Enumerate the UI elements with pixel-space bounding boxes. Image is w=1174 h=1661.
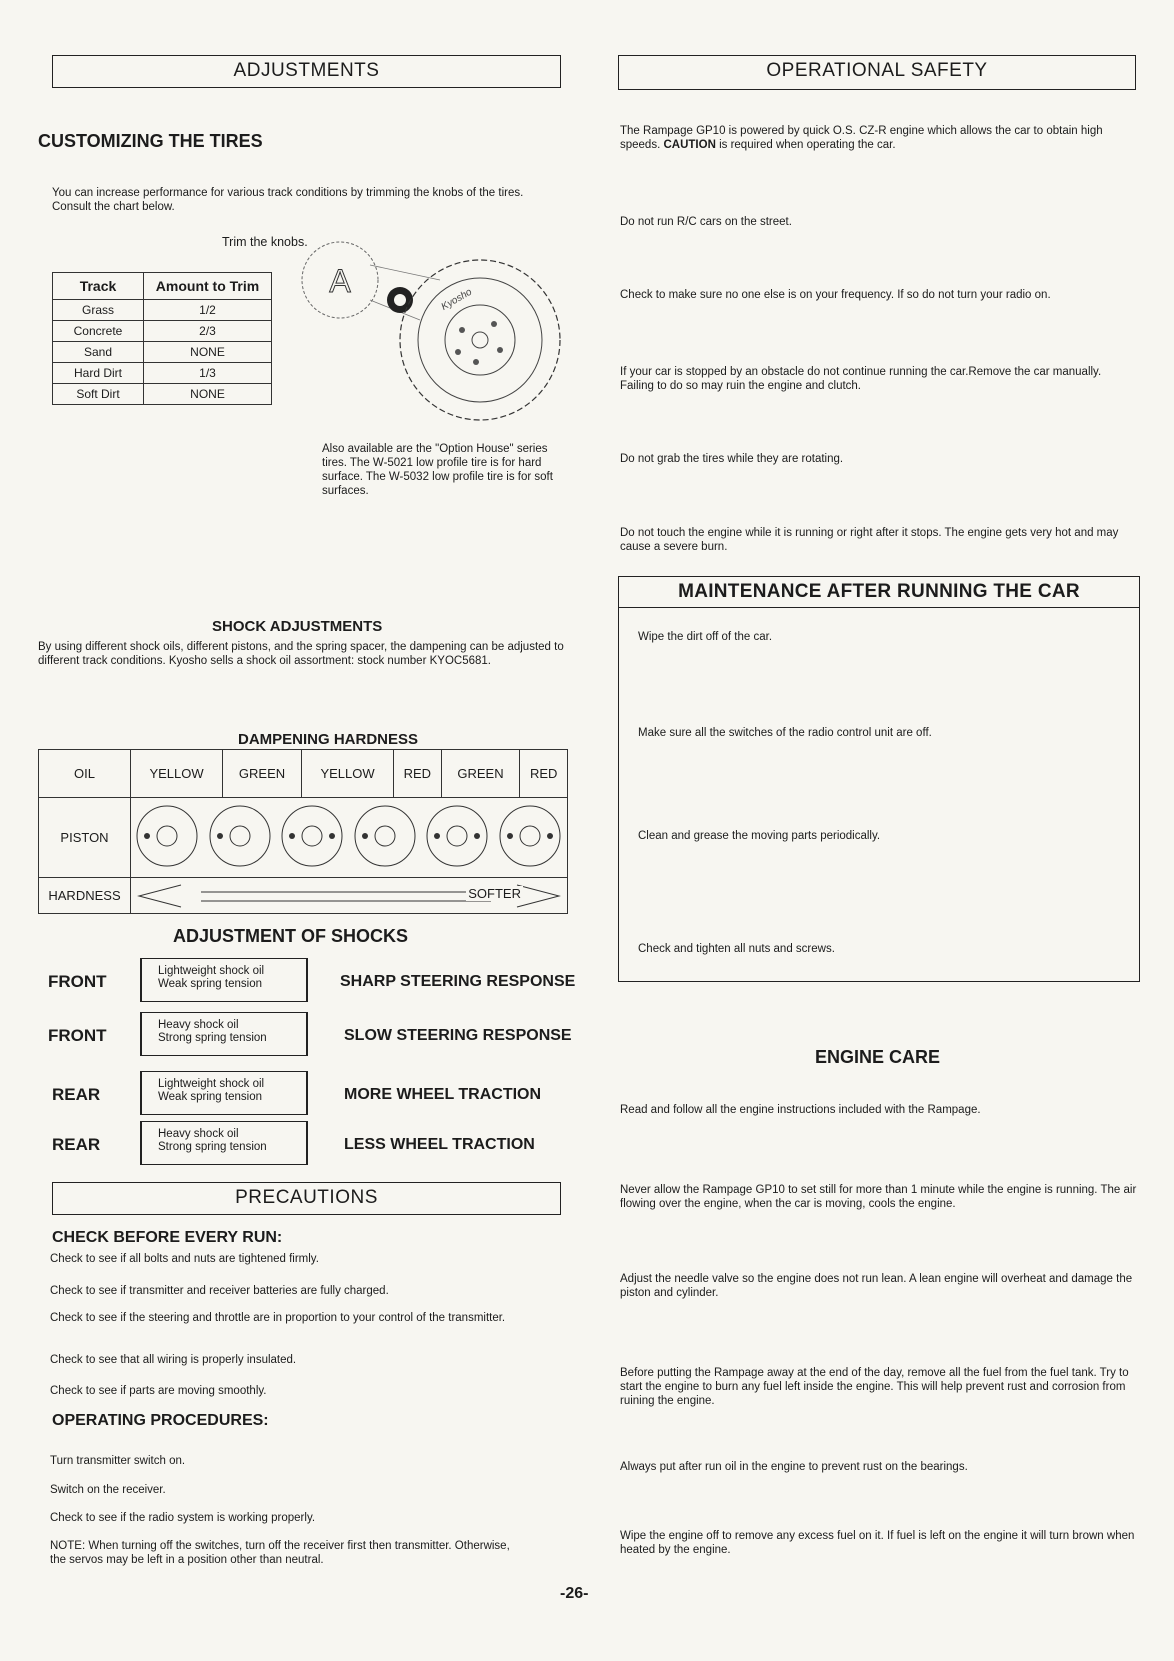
table-row — [53, 363, 272, 384]
check-item: Check to see if transmitter and receiver batteries are fully charged. — [50, 1285, 389, 1297]
adjust-result: SLOW STEERING RESPONSE — [344, 1027, 572, 1044]
adjustment-of-shocks-title: ADJUSTMENT OF SHOCKS — [173, 926, 409, 946]
engine-item: Wipe the engine off to remove any excess fuel on it. If fuel is left on the engine it will turn brown when heated by the engine. — [620, 1530, 1135, 1556]
option-house-note: Also available are the "Option House" series tires. The W-5021 low profile tire is for hard surface. The W-5032 low profile tire is for soft surfaces. — [322, 443, 553, 497]
maintenance-item: Check and tighten all nuts and screws. — [638, 943, 835, 955]
tire-illustration — [300, 240, 580, 430]
check-item: Check to see if all bolts and nuts are tightened firmly. — [50, 1253, 319, 1265]
table-row-hardness — [39, 878, 568, 914]
customizing-tires-title: CUSTOMIZING THE TIRES — [38, 131, 263, 151]
shock-adjustments-text: By using different shock oils, different pistons, and the spring spacer, the dampening can be adjusted to different track conditions. Kyosho sells a shock oil assortment: stock number KYOC5681. — [38, 641, 564, 667]
table-cell: Grass — [53, 300, 144, 321]
maintenance-item: Clean and grease the moving parts periodically. — [638, 830, 881, 842]
table-cell: 1/3 — [144, 363, 272, 384]
trim-label: Trim the knobs. — [222, 235, 308, 249]
adjust-bracket — [140, 1012, 308, 1056]
engine-item: Read and follow all the engine instructions included with the Rampage. — [620, 1104, 981, 1116]
oil-cell: GREEN — [223, 750, 302, 798]
piston-4 — [355, 806, 415, 866]
adjust-position: REAR — [52, 1135, 101, 1154]
page-number: -26- — [560, 1585, 589, 1602]
engine-item: Adjust the needle valve so the engine does not run lean. A lean engine will overheat and damage the piston and cylinder. — [620, 1273, 1133, 1299]
adjust-line1: Heavy shock oil — [158, 1128, 239, 1140]
oil-cell: RED — [394, 750, 442, 798]
operating-procedures-title: OPERATING PROCEDURES: — [52, 1412, 269, 1429]
table-row — [53, 384, 272, 405]
engine-item: Before putting the Rampage away at the end of the day, remove all the fuel from the fuel tank. Try to start the engine to burn any fuel left inside the engine. This will help prevent rust and corrosion from ruining the engine. — [620, 1367, 1129, 1407]
engine-item: Always put after run oil in the engine to prevent rust on the bearings. — [620, 1461, 968, 1473]
pistons-row — [131, 798, 567, 874]
piston-5 — [427, 806, 487, 866]
trim-table — [52, 272, 272, 405]
piston-2 — [210, 806, 270, 866]
op-item: Turn transmitter switch on. — [50, 1455, 186, 1467]
check-item: Check to see that all wiring is properly insulated. — [50, 1354, 297, 1366]
adjust-bracket — [140, 1121, 308, 1165]
op-item: Switch on the receiver. — [50, 1484, 166, 1496]
safety-item: Check to make sure no one else is on your frequency. If so do not turn your radio on. — [620, 289, 1051, 301]
table-cell: NONE — [144, 342, 272, 363]
piston-label: PISTON — [39, 798, 131, 878]
table-cell: 1/2 — [144, 300, 272, 321]
safety-item: Do not touch the engine while it is running or right after it stops. The engine gets very hot and may cause a severe burn. — [620, 527, 1119, 553]
table-cell: Concrete — [53, 321, 144, 342]
check-item: Check to see if parts are moving smoothly. — [50, 1385, 267, 1397]
table-cell: Soft Dirt — [53, 384, 144, 405]
table-cell: 2/3 — [144, 321, 272, 342]
table-cell: NONE — [144, 384, 272, 405]
adjust-result: MORE WHEEL TRACTION — [344, 1086, 542, 1103]
trim-table-header-amount: Amount to Trim — [144, 273, 272, 300]
table-row — [53, 300, 272, 321]
shock-adjustments-title: SHOCK ADJUSTMENTS — [212, 618, 383, 635]
adjust-row-1 — [48, 958, 588, 1004]
table-row-oil — [39, 750, 568, 798]
callout-letter: A — [329, 263, 351, 299]
adjust-position: REAR — [52, 1085, 101, 1104]
adjust-bracket — [140, 958, 308, 1002]
precautions-header: PRECAUTIONS — [52, 1182, 561, 1215]
adjust-line2: Strong spring tension — [158, 1141, 267, 1153]
trim-table-header-track: Track — [53, 273, 144, 300]
safety-intro-b: is required when operating the car. — [715, 139, 896, 151]
oil-cell: YELLOW — [131, 750, 223, 798]
dampening-hardness-title: DAMPENING HARDNESS — [238, 731, 419, 748]
safety-item: If your car is stopped by an obstacle do not continue running the car.Remove the car manually. Failing to do so may ruin the engine and clutch. — [620, 366, 1102, 392]
piston-3 — [282, 806, 342, 866]
softer-label: SOFTER — [468, 886, 521, 901]
adjust-line2: Strong spring tension — [158, 1032, 267, 1044]
adjust-position: FRONT — [48, 972, 107, 991]
operational-safety-header: OPERATIONAL SAFETY — [618, 55, 1136, 90]
caution-label: CAUTION — [663, 139, 716, 151]
oil-cell: GREEN — [441, 750, 520, 798]
adjust-line1: Heavy shock oil — [158, 1019, 239, 1031]
op-item: Check to see if the radio system is working properly. — [50, 1512, 316, 1524]
adjust-line2: Weak spring tension — [158, 1091, 262, 1103]
safety-intro — [620, 124, 1138, 152]
adjust-result: LESS WHEEL TRACTION — [344, 1136, 535, 1153]
adjust-row-3 — [48, 1071, 588, 1117]
adjust-bracket — [140, 1071, 308, 1115]
table-row — [53, 342, 272, 363]
piston-6 — [500, 806, 560, 866]
safety-item: Do not grab the tires while they are rotating. — [620, 453, 844, 465]
oil-label: OIL — [39, 750, 131, 798]
adjust-row-2 — [48, 1012, 588, 1058]
table-cell: Hard Dirt — [53, 363, 144, 384]
tire-brand: Kyosho — [439, 286, 474, 313]
check-before-run-title: CHECK BEFORE EVERY RUN: — [52, 1229, 283, 1246]
adjustments-header: ADJUSTMENTS — [52, 55, 561, 88]
adjust-position: FRONT — [48, 1026, 107, 1045]
adjust-line2: Weak spring tension — [158, 978, 262, 990]
maintenance-header: MAINTENANCE AFTER RUNNING THE CAR — [619, 577, 1139, 608]
adjust-line1: Lightweight shock oil — [158, 1078, 265, 1090]
table-row-piston — [39, 798, 568, 878]
hardness-label: HARDNESS — [39, 878, 131, 914]
check-item: Check to see if the steering and throttle are in proportion to your control of the transmitter. — [50, 1312, 506, 1324]
tire — [400, 260, 560, 420]
adjust-row-4 — [48, 1121, 588, 1167]
adjust-result: SHARP STEERING RESPONSE — [340, 973, 576, 990]
maintenance-item: Make sure all the switches of the radio control unit are off. — [638, 727, 932, 739]
table-cell: Sand — [53, 342, 144, 363]
maintenance-item: Wipe the dirt off of the car. — [638, 631, 773, 643]
adjust-line1: Lightweight shock oil — [158, 965, 265, 977]
oil-cell: RED — [520, 750, 568, 798]
engine-care-title: ENGINE CARE — [815, 1047, 941, 1067]
engine-item: Never allow the Rampage GP10 to set still for more than 1 minute while the engine is running. The air flowing over the engine, when the car is moving, cools the engine. — [620, 1184, 1137, 1210]
safety-intro-a: The Rampage GP10 is powered by quick O.S. CZ-R engine which allows the car to obtain high speeds. — [620, 125, 1103, 151]
piston-1 — [137, 806, 197, 866]
tires-intro: You can increase performance for various track conditions by trimming the knobs of the tires. Consult the chart below. — [52, 187, 524, 213]
safety-item: Do not run R/C cars on the street. — [620, 216, 792, 228]
oil-cell: YELLOW — [301, 750, 393, 798]
op-item: NOTE: When turning off the switches, turn off the receiver first then transmitter. Otherwise, the servos may be left in a position other than neutral. — [50, 1540, 510, 1566]
table-row — [53, 321, 272, 342]
dampening-table — [38, 749, 568, 914]
